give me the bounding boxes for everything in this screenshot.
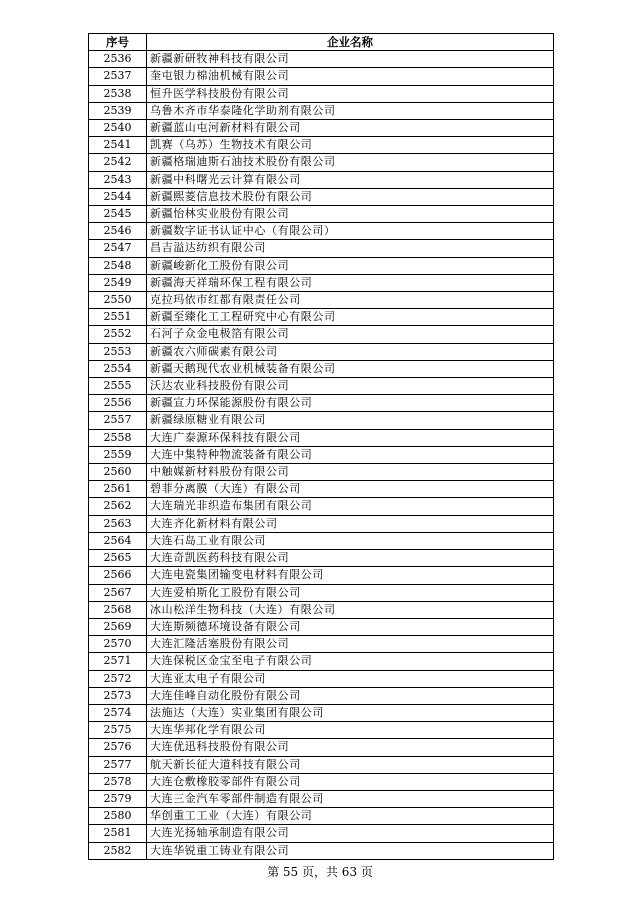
serial-number-cell: 2569 — [89, 618, 147, 635]
company-name-cell: 奎屯银力棉油机械有限公司 — [147, 68, 554, 85]
serial-number-cell: 2570 — [89, 636, 147, 653]
company-name-cell: 大连三金汽车零部件制造有限公司 — [147, 790, 554, 807]
company-name-cell: 碧菲分离膜（大连）有限公司 — [147, 481, 554, 498]
table-row — [89, 739, 554, 756]
company-name-cell: 新疆峻新化工股份有限公司 — [147, 257, 554, 274]
company-name-cell: 新疆至臻化工工程研究中心有限公司 — [147, 309, 554, 326]
table-row — [89, 292, 554, 309]
serial-number-cell: 2553 — [89, 343, 147, 360]
table-row — [89, 274, 554, 291]
table-row — [89, 790, 554, 807]
serial-number-cell: 2573 — [89, 687, 147, 704]
serial-number-cell: 2574 — [89, 704, 147, 721]
table-row — [89, 825, 554, 842]
table-row — [89, 842, 554, 859]
company-name-cell: 大连佳峰自动化股份有限公司 — [147, 687, 554, 704]
serial-number-cell: 2555 — [89, 378, 147, 395]
serial-number-cell: 2568 — [89, 601, 147, 618]
table-row — [89, 722, 554, 739]
table-row — [89, 206, 554, 223]
company-name-cell: 大连汇隆活塞股份有限公司 — [147, 636, 554, 653]
serial-number-cell: 2537 — [89, 68, 147, 85]
serial-number-cell: 2541 — [89, 137, 147, 154]
company-name-cell: 大连华邦化学有限公司 — [147, 722, 554, 739]
table-row — [89, 670, 554, 687]
serial-number-cell: 2557 — [89, 412, 147, 429]
company-table — [88, 33, 554, 860]
table-row — [89, 326, 554, 343]
company-name-cell: 大连亚太电子有限公司 — [147, 670, 554, 687]
table-row — [89, 498, 554, 515]
table-row — [89, 223, 554, 240]
company-name-cell: 大连优迅科技股份有限公司 — [147, 739, 554, 756]
table-row — [89, 756, 554, 773]
company-name-cell: 新疆蓝山屯河新材料有限公司 — [147, 120, 554, 137]
company-name-cell: 克拉玛依市红都有限责任公司 — [147, 292, 554, 309]
company-name-cell: 大连保税区金宝至电子有限公司 — [147, 653, 554, 670]
table-row — [89, 515, 554, 532]
serial-number-cell: 2547 — [89, 240, 147, 257]
serial-number-cell: 2572 — [89, 670, 147, 687]
company-name-cell: 新疆格瑞迪斯石油技术股份有限公司 — [147, 154, 554, 171]
serial-number-cell: 2565 — [89, 550, 147, 567]
company-name-cell: 大连齐化新材料有限公司 — [147, 515, 554, 532]
table-row — [89, 102, 554, 119]
table-row — [89, 171, 554, 188]
table-row — [89, 120, 554, 137]
serial-number-cell: 2559 — [89, 446, 147, 463]
company-name-cell: 乌鲁木齐市华泰隆化学助剂有限公司 — [147, 102, 554, 119]
serial-number-cell: 2563 — [89, 515, 147, 532]
table-row — [89, 636, 554, 653]
company-name-cell: 大连斯频德环境设备有限公司 — [147, 618, 554, 635]
table-row — [89, 704, 554, 721]
serial-number-cell: 2536 — [89, 51, 147, 68]
serial-number-cell: 2566 — [89, 567, 147, 584]
serial-number-cell: 2580 — [89, 808, 147, 825]
table-row — [89, 481, 554, 498]
table-body — [89, 51, 554, 860]
company-name-cell: 大连奇凯医药科技有限公司 — [147, 550, 554, 567]
serial-number-cell: 2543 — [89, 171, 147, 188]
table-row — [89, 773, 554, 790]
table-row — [89, 618, 554, 635]
serial-number-cell: 2558 — [89, 429, 147, 446]
company-name-cell: 大连中集特种物流装备有限公司 — [147, 446, 554, 463]
table-row — [89, 395, 554, 412]
company-name-cell: 沃达农业科技股份有限公司 — [147, 378, 554, 395]
serial-number-cell: 2550 — [89, 292, 147, 309]
table-row — [89, 378, 554, 395]
company-name-cell: 新疆中科曙光云计算有限公司 — [147, 171, 554, 188]
company-name-cell: 石河子众金电极箔有限公司 — [147, 326, 554, 343]
serial-number-cell: 2551 — [89, 309, 147, 326]
serial-number-cell: 2540 — [89, 120, 147, 137]
serial-number-cell: 2554 — [89, 360, 147, 377]
company-name-cell: 新疆农六师碳素有限公司 — [147, 343, 554, 360]
header-serial-number: 序号 — [89, 34, 147, 51]
company-name-cell: 恒升医学科技股份有限公司 — [147, 85, 554, 102]
table-row — [89, 601, 554, 618]
table-row — [89, 550, 554, 567]
serial-number-cell: 2575 — [89, 722, 147, 739]
table-row — [89, 188, 554, 205]
serial-number-cell: 2539 — [89, 102, 147, 119]
company-name-cell: 新疆怡林实业股份有限公司 — [147, 206, 554, 223]
table-row — [89, 429, 554, 446]
company-name-cell: 大连瑞光非织造布集团有限公司 — [147, 498, 554, 515]
serial-number-cell: 2560 — [89, 464, 147, 481]
company-name-cell: 新疆熙菱信息技术股份有限公司 — [147, 188, 554, 205]
company-name-cell: 新疆数字证书认证中心（有限公司） — [147, 223, 554, 240]
serial-number-cell: 2564 — [89, 532, 147, 549]
serial-number-cell: 2582 — [89, 842, 147, 859]
table-row — [89, 343, 554, 360]
company-name-cell: 新疆宣力环保能源股份有限公司 — [147, 395, 554, 412]
serial-number-cell: 2567 — [89, 584, 147, 601]
table-row — [89, 68, 554, 85]
header-company-name: 企业名称 — [147, 34, 554, 51]
table-row — [89, 137, 554, 154]
serial-number-cell: 2542 — [89, 154, 147, 171]
serial-number-cell: 2577 — [89, 756, 147, 773]
serial-number-cell: 2552 — [89, 326, 147, 343]
company-name-cell: 大连爱柏斯化工股份有限公司 — [147, 584, 554, 601]
table-row — [89, 653, 554, 670]
table-row — [89, 240, 554, 257]
company-name-cell: 大连电瓷集团输变电材料有限公司 — [147, 567, 554, 584]
company-name-cell: 法施达（大连）实业集团有限公司 — [147, 704, 554, 721]
company-name-cell: 冰山松洋生物科技（大连）有限公司 — [147, 601, 554, 618]
serial-number-cell: 2579 — [89, 790, 147, 807]
table-row — [89, 687, 554, 704]
company-name-cell: 大连广泰源环保科技有限公司 — [147, 429, 554, 446]
table-row — [89, 808, 554, 825]
table-row — [89, 257, 554, 274]
table-row — [89, 446, 554, 463]
company-name-cell: 华创重工工业（大连）有限公司 — [147, 808, 554, 825]
serial-number-cell: 2548 — [89, 257, 147, 274]
table-header-row — [89, 34, 554, 51]
company-name-cell: 昌吉溢达纺织有限公司 — [147, 240, 554, 257]
serial-number-cell: 2561 — [89, 481, 147, 498]
company-name-cell: 大连光扬轴承制造有限公司 — [147, 825, 554, 842]
company-name-cell: 大连石岛工业有限公司 — [147, 532, 554, 549]
table-row — [89, 85, 554, 102]
table-row — [89, 51, 554, 68]
serial-number-cell: 2544 — [89, 188, 147, 205]
serial-number-cell: 2556 — [89, 395, 147, 412]
table-row — [89, 412, 554, 429]
table-row — [89, 360, 554, 377]
company-name-cell: 中触媒新材料股份有限公司 — [147, 464, 554, 481]
serial-number-cell: 2581 — [89, 825, 147, 842]
company-name-cell: 航天新长征大道科技有限公司 — [147, 756, 554, 773]
serial-number-cell: 2562 — [89, 498, 147, 515]
company-name-cell: 大连华锐重工铸业有限公司 — [147, 842, 554, 859]
company-name-cell: 新疆海天祥瑞环保工程有限公司 — [147, 274, 554, 291]
serial-number-cell: 2546 — [89, 223, 147, 240]
serial-number-cell: 2571 — [89, 653, 147, 670]
company-name-cell: 新疆新研牧神科技有限公司 — [147, 51, 554, 68]
table-row — [89, 464, 554, 481]
serial-number-cell: 2538 — [89, 85, 147, 102]
company-name-cell: 凯赛（乌苏）生物技术有限公司 — [147, 137, 554, 154]
table-row — [89, 567, 554, 584]
company-name-cell: 新疆绿原糖业有限公司 — [147, 412, 554, 429]
serial-number-cell: 2545 — [89, 206, 147, 223]
serial-number-cell: 2549 — [89, 274, 147, 291]
company-name-cell: 大连仓敷橡胶零部件有限公司 — [147, 773, 554, 790]
table-row — [89, 154, 554, 171]
table-row — [89, 584, 554, 601]
page-number: 第 55 页，共 63 页 — [267, 865, 373, 879]
table-row — [89, 309, 554, 326]
company-name-cell: 新疆天鹅现代农业机械装备有限公司 — [147, 360, 554, 377]
table-row — [89, 532, 554, 549]
serial-number-cell: 2576 — [89, 739, 147, 756]
serial-number-cell: 2578 — [89, 773, 147, 790]
